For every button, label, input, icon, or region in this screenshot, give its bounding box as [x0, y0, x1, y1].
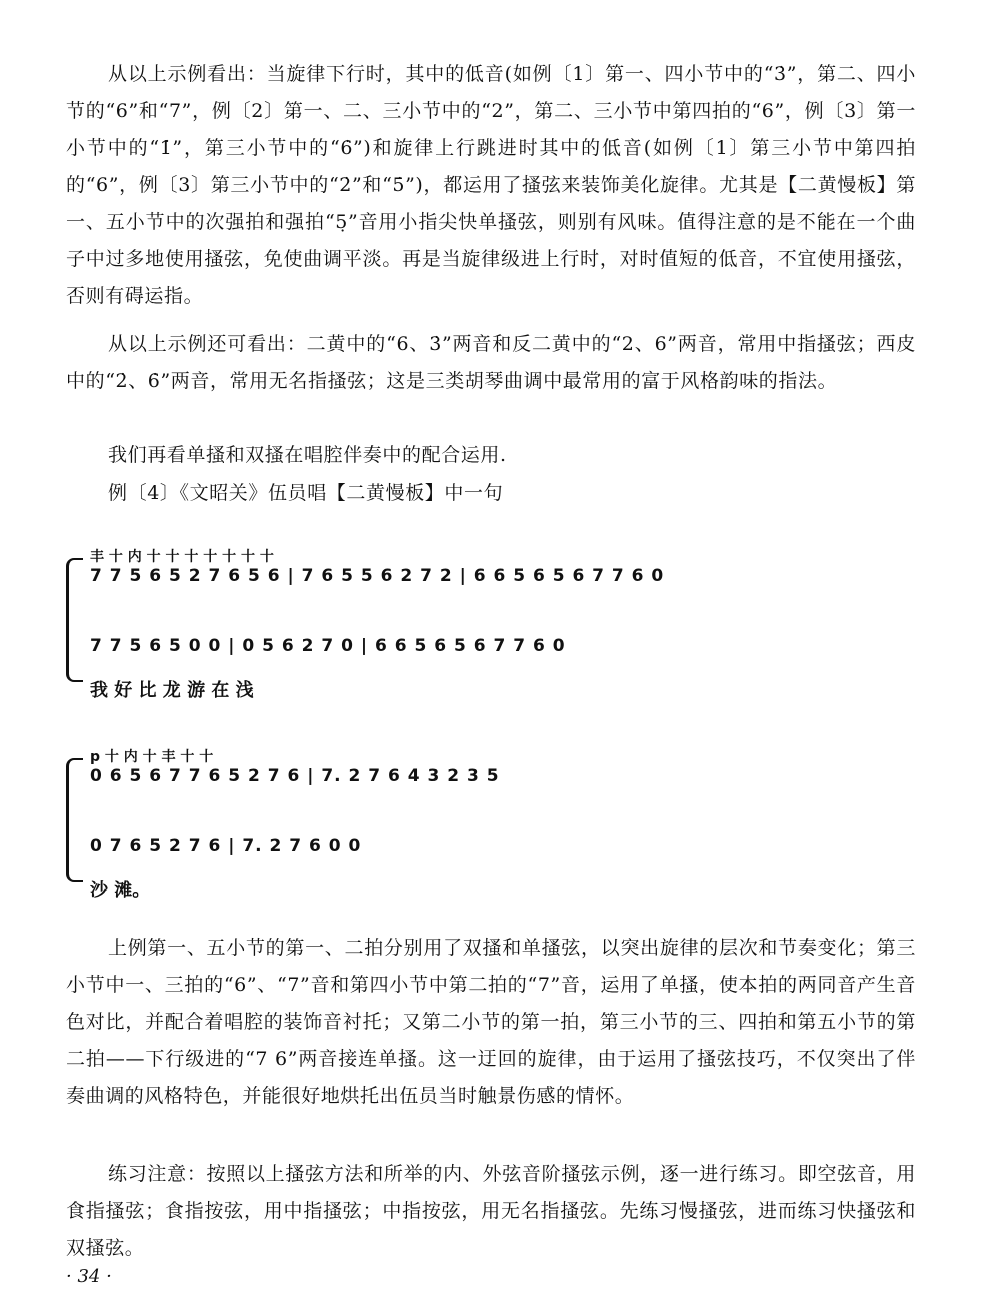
- paragraph-3: 我们再看单搔和双搔在唱腔伴奏中的配合运用.: [108, 444, 507, 466]
- paragraph-2: 从以上示例还可看出：二黄中的“6、3̇”两音和反二黄中的“2、6”两音，常用中指搔弦；西皮中的“2̇、6̇”两音，常用无名指搔弦；这是三类胡琴曲调中最常用的富于风格韵味的指法。: [66, 333, 916, 392]
- paragraph-4: 上例第一、五小节的第一、二拍分别用了双搔和单搔弦，以突出旋律的层次和节奏变化；第三小节中一、三拍的“6”、“7”音和第四小节中第二拍的“7”音，运用了单搔，使本拍的两同音产生音色对比，并配合着唱腔的装饰音衬托；又第二小节的第一拍，第三小节的三、四拍和第五小节的第二拍——下行级进的“7 6”两音接连单搔。这一迂回的旋律，由于运用了搔弦技巧，不仅突出了伴奏曲调的风格特色，并能很好地烘托出伍员当时触景伤感的情怀。: [66, 937, 916, 1107]
- accompaniment-row: 7 7 5 6 5 0 0 | 0 5 6 2 7 0 | 6 6 5 6 5 6 7 7 6 0: [90, 636, 566, 656]
- accompaniment-row: 0 7 6 5 2 7 6 | 7. 2 7 6 0 0: [90, 836, 362, 856]
- score-system-2: [66, 740, 926, 910]
- paragraph-5: 练习注意：按照以上搔弦方法和所举的内、外弦音阶搔弦示例，逐一进行练习。即空弦音，用食指搔弦；食指按弦，用中指搔弦；中指按弦，用无名指搔弦。先练习慢搔弦，进而练习快搔弦和双搔弦。: [66, 1163, 916, 1259]
- example-title: 例〔4〕《文昭关》伍员唱【二黄慢板】中一句: [108, 482, 504, 504]
- lyrics-row: 沙 滩。: [90, 880, 151, 901]
- system-brace: [66, 558, 83, 682]
- ornament-marks: p 十 内 十 丰 十 十: [90, 749, 214, 765]
- lyrics-row: 我 好 比 龙 游 在 浅: [90, 680, 254, 701]
- page-number: · 34 ·: [66, 1266, 112, 1287]
- melody-row: 7 7 5 6 5 2 7 6 5 6 | 7 6 5 5 6 2 7 2 | 6 6 5 6 5 6 7 7 6 0: [90, 566, 665, 586]
- ornament-marks: 丰 十 内 十 十 十 十 十 十 十: [90, 549, 274, 565]
- paragraph-1: 从以上示例看出：当旋律下行时，其中的低音(如例〔1〕第一、四小节中的“3̇”，第二、四小节的“6”和“7”，例〔2〕第一、二、三小节中的“2”，第二、三小节中第四拍的“6”，例〔3〕第一小节中的“1̇”，第三小节中的“6̇”)和旋律上行跳进时其中的低音(如例〔1〕第三小节中第四拍的“6”，例〔3〕第三小节中的“2̇”和“5̇”)，都运用了搔弦来装饰美化旋律。尤其是【二黄慢板】第一、五小节中的次强拍和强拍“5̣”音用小指尖快单搔弦，则别有风味。值得注意的是不能在一个曲子中过多地使用搔弦，免使曲调平淡。再是当旋律级进上行时，对时值短的低音，不宜使用搔弦，否则有碍运指。: [66, 63, 916, 307]
- score-system-1: [66, 540, 926, 710]
- system-brace: [66, 758, 83, 882]
- melody-row: 0 6 5 6 7 7 6 5 2 7 6 | 7. 2 7 6 4 3 2 3 5: [90, 766, 500, 786]
